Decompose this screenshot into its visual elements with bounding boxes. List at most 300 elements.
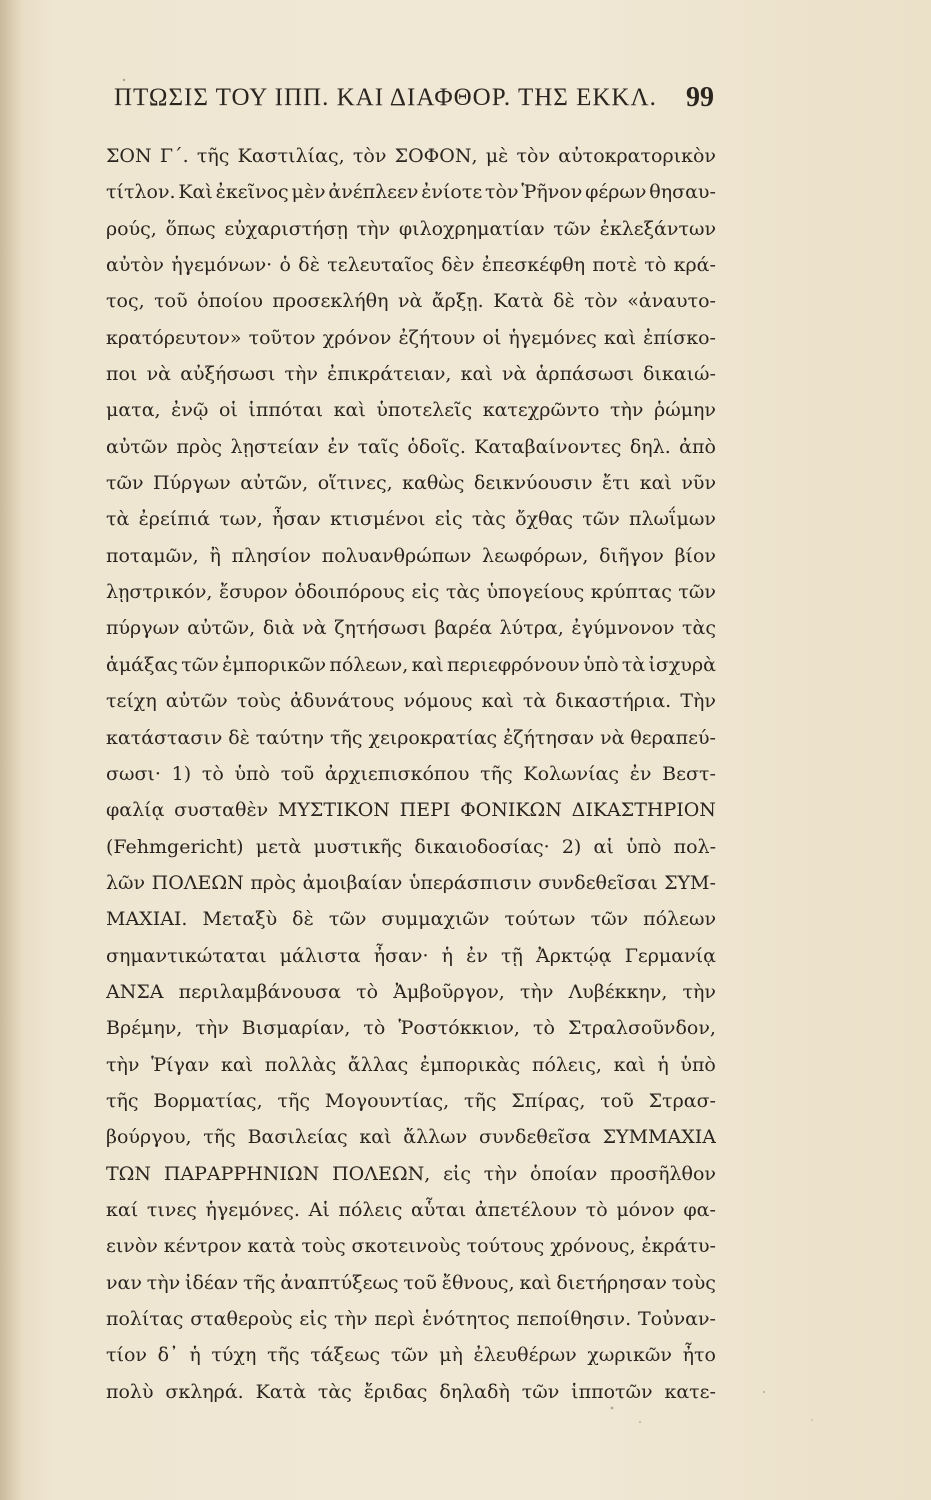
- word: Βεστ-: [662, 762, 716, 785]
- word: μετὰ: [255, 835, 302, 858]
- word: ἱππόται: [248, 399, 324, 422]
- word: τὸ: [363, 1017, 386, 1040]
- word: ΠΑΡΑΡΡΗΝΙΩΝ: [163, 1162, 320, 1185]
- word: χρόνον: [322, 326, 392, 349]
- word: αὐτῶν: [165, 690, 228, 713]
- word: ὑπὸ: [625, 835, 662, 858]
- text-line: [106, 538, 716, 574]
- running-head: ΠΤΩΣΙΣ ΤΟΥ ΙΠΠ. ΚΑΙ ΔΙΑΦΘΟΡ. ΤΗΣ ΕΚΚΛ.: [114, 84, 657, 111]
- word: δὲν: [441, 254, 475, 277]
- word: ἐνῷ: [171, 399, 209, 422]
- word: ἀνέπλεεν: [328, 181, 419, 204]
- text-line: [106, 574, 716, 610]
- text-line: [106, 247, 716, 283]
- word: ΔΙΚΑΣΤΗΡΙΟΝ: [571, 799, 716, 822]
- word: ἡ: [441, 944, 454, 967]
- word: ἀπὸ: [679, 435, 716, 458]
- word: ἄλλων: [403, 1126, 468, 1149]
- word: καί: [106, 1198, 139, 1221]
- word: Γ΄.: [159, 145, 189, 167]
- word: Κατὰ: [255, 1380, 306, 1403]
- word: δηλ.: [629, 435, 671, 458]
- word: ἁρπάσωσι: [535, 363, 634, 386]
- word: λύτρα,: [499, 617, 564, 640]
- word: εινὸν: [106, 1235, 158, 1258]
- word: τὴν: [284, 363, 318, 386]
- word: ῥώμην: [654, 399, 716, 422]
- word: τὸ: [644, 254, 667, 277]
- word: ποι: [106, 363, 138, 386]
- word: Γερμανίᾳ: [624, 944, 716, 967]
- word: ἐκράτυ-: [641, 1235, 716, 1258]
- word: τοὺς: [671, 1271, 716, 1294]
- text-line: [106, 429, 716, 465]
- text-line: [106, 1301, 716, 1337]
- word: διὰ: [262, 617, 295, 640]
- word: χρόνους,: [550, 1235, 636, 1258]
- word: αὐτῶν,: [187, 617, 256, 640]
- word: ταύτην: [255, 726, 325, 749]
- word: ὑπεράσπισιν: [408, 871, 532, 894]
- word: τὴν: [195, 1017, 229, 1040]
- word: μυστικῆς: [313, 835, 403, 858]
- word: ἡγεμόνες.: [205, 1198, 300, 1221]
- word: νόμους: [403, 690, 473, 713]
- word: δηλαδὴ: [439, 1380, 510, 1403]
- word: ΜΑΧΙΑΙ.: [106, 908, 188, 931]
- word: τοῦ: [403, 1271, 437, 1294]
- word: Ἀμβοῦργον,: [393, 980, 505, 1003]
- text-line: [106, 283, 716, 319]
- word: Βρέμην,: [106, 1017, 183, 1040]
- word: καὶ: [333, 399, 366, 422]
- word: μὲν: [291, 181, 326, 204]
- word: λῶν: [106, 871, 146, 894]
- word: Ῥοστόκκιον,: [398, 1017, 520, 1040]
- word: ἦτο: [682, 1344, 716, 1367]
- text-line: [106, 1156, 716, 1192]
- word: τὴν: [610, 399, 644, 422]
- word: τοὺς: [301, 1235, 346, 1258]
- word: χωρικῶν: [587, 1344, 672, 1367]
- word: σωσι·: [106, 762, 161, 785]
- word: δὲ: [292, 908, 314, 931]
- word: φιλοχρηματίαν: [398, 217, 545, 240]
- word: καὶ: [359, 1126, 392, 1149]
- word: ζητήσωσι: [334, 617, 427, 640]
- word: ΠΕΡΙ: [399, 799, 451, 822]
- word: φέρων: [585, 181, 647, 204]
- word: Καταβαίνοντες: [474, 435, 622, 458]
- word: καὶ: [603, 326, 637, 349]
- text-line: [106, 465, 716, 501]
- word: Ῥίγαν: [151, 1053, 210, 1076]
- word: Μεταξὺ: [202, 908, 278, 931]
- word: θεραπεύ-: [630, 726, 716, 749]
- text-line: [106, 610, 716, 646]
- text-line: [106, 1228, 716, 1264]
- word: νῦν: [681, 472, 716, 495]
- word: τὴν: [483, 1162, 518, 1185]
- word: τὰ: [522, 690, 547, 713]
- word: ἐνίοτε: [421, 181, 483, 204]
- word: ἐν: [466, 944, 488, 967]
- word: ἦσαν·: [373, 944, 429, 967]
- word: καὶ: [639, 472, 672, 495]
- text-line: [106, 756, 716, 792]
- word: σημαντικώταται: [106, 944, 267, 967]
- word: κρύπτας: [590, 581, 672, 604]
- gutter-shadow: [0, 0, 22, 1500]
- word: τὸ: [533, 1017, 555, 1040]
- word: σταθεροὺς: [190, 1308, 293, 1330]
- word: ΠΟΛΕΩΝ,: [332, 1162, 431, 1185]
- word: τὸν: [485, 181, 519, 204]
- word: τοῦ: [600, 1089, 634, 1112]
- word: πόλεων: [643, 908, 716, 931]
- word: τελευταῖος: [327, 254, 434, 277]
- word: δικαστήρια.: [555, 690, 672, 713]
- word: ὁ: [279, 254, 291, 277]
- word: ἐν: [629, 762, 652, 785]
- word: ΤΩΝ: [106, 1162, 152, 1185]
- word: πολ-: [673, 835, 716, 858]
- body-text: [106, 138, 716, 1410]
- word: κρατόρευτον»: [106, 326, 242, 349]
- word: πρὸς: [250, 871, 297, 894]
- word: καθὼς: [402, 472, 465, 495]
- word: πολὺ: [106, 1380, 154, 1403]
- page-number: 99: [686, 82, 714, 113]
- word: ἦσαν: [272, 508, 321, 531]
- word: ὑποτελεῖς: [376, 399, 473, 422]
- word: καὶ: [460, 363, 493, 386]
- word: μάλιστα: [279, 944, 361, 967]
- word: ἔσυρον: [218, 581, 288, 604]
- word: ὑπὸ: [680, 1053, 716, 1076]
- word: ὁποίου: [197, 290, 263, 313]
- word: τῶν: [582, 508, 620, 531]
- word: οἱ: [218, 399, 238, 422]
- word: τινες: [146, 1198, 197, 1221]
- word: μὲ: [485, 145, 509, 167]
- word: τῶν: [553, 217, 591, 240]
- word: ἀναπτύξεως: [280, 1271, 399, 1294]
- word: Κατὰ: [493, 290, 544, 313]
- word: τῆς: [267, 1344, 300, 1367]
- word: σκληρά.: [165, 1380, 244, 1403]
- word: τείχη: [106, 690, 157, 713]
- word: πύργων: [106, 617, 180, 640]
- word: οἵτινες,: [317, 472, 393, 495]
- word: τοῦτον: [248, 326, 316, 349]
- word: Μογουντίας,: [324, 1089, 450, 1112]
- word: ἔτι: [602, 472, 631, 495]
- word: ὑπογείους: [486, 581, 585, 604]
- word: ἔθνους,: [441, 1271, 515, 1294]
- word: καὶ: [519, 1271, 552, 1294]
- word: τῆς: [196, 145, 230, 167]
- word: βούργου,: [106, 1126, 192, 1149]
- word: ΦΟΝΙΚΩΝ: [460, 799, 562, 822]
- text-line: [106, 1337, 716, 1373]
- word: 2): [561, 835, 582, 858]
- word: χειροκρατίας: [368, 726, 498, 749]
- word: ἀπετέλουν: [474, 1198, 578, 1221]
- word: τὰ: [621, 653, 646, 676]
- word: περὶ: [374, 1308, 416, 1330]
- word: καὶ: [411, 653, 444, 676]
- word: ἱπποτῶν: [571, 1380, 653, 1403]
- text-line: [106, 174, 716, 210]
- word: οἱ: [482, 326, 502, 349]
- text-line: [106, 938, 716, 974]
- text-line: [106, 1083, 716, 1119]
- word: τὴν: [519, 980, 554, 1003]
- word: βίον: [674, 544, 716, 567]
- word: τούτους: [466, 1235, 545, 1258]
- word: ἐν: [327, 435, 350, 458]
- word: νὰ: [146, 363, 171, 386]
- word: τίτλον.: [106, 181, 176, 204]
- word: τὸν: [352, 145, 387, 167]
- word: τὴν: [334, 1308, 368, 1330]
- word: κατὰ: [247, 1235, 296, 1258]
- word: τὴν: [146, 1271, 181, 1294]
- word: ἐπίσκο-: [643, 326, 716, 349]
- word: κτισμένοι: [330, 508, 426, 531]
- word: τὴν: [356, 217, 391, 240]
- word: ἑνότητος: [422, 1308, 510, 1330]
- word: ἐζήτουν: [398, 326, 476, 349]
- word: δὲ: [298, 254, 320, 277]
- word: Τοὐναν-: [637, 1308, 716, 1330]
- word: πρὸς: [176, 435, 223, 458]
- word: ὅπως: [165, 217, 216, 240]
- word: τος,: [106, 290, 145, 313]
- text-line: [106, 974, 716, 1010]
- word: τίον: [106, 1344, 147, 1367]
- word: τὸν: [584, 290, 618, 313]
- word: πλησίον: [231, 544, 311, 567]
- word: αὐτῶν: [106, 435, 168, 458]
- text-line: [106, 792, 716, 828]
- word: ἰδέαν: [185, 1271, 239, 1294]
- word: Βασιλείας: [247, 1126, 348, 1149]
- word: τῆς: [106, 1089, 139, 1112]
- word: τὴν: [106, 1053, 140, 1076]
- word: θησαυ-: [649, 181, 716, 204]
- word: νὰ: [600, 726, 625, 749]
- word: εἰς: [443, 1162, 471, 1185]
- text-line: [106, 1374, 716, 1410]
- word: ἢ: [209, 544, 221, 567]
- word: ἡ: [189, 1344, 201, 1367]
- word: συνδεθεῖσαι: [538, 871, 658, 894]
- word: δεικνύουσιν: [473, 472, 593, 495]
- word: τὰς: [471, 508, 506, 531]
- text-line: [106, 901, 716, 937]
- word: κατεχρῶντο: [482, 399, 600, 422]
- text-line: [106, 138, 716, 174]
- text-line: [106, 392, 716, 428]
- text-line: [106, 356, 716, 392]
- word: καὶ: [220, 1053, 254, 1076]
- word: καὶ: [613, 1053, 646, 1076]
- text-line: [106, 1119, 716, 1155]
- word: ἀδυνάτους: [290, 690, 395, 713]
- word: αὐτὸν: [106, 254, 164, 277]
- word: εὐχαριστήσῃ: [224, 217, 348, 240]
- word: ὑπὸ: [234, 762, 270, 785]
- word: συσταθὲν: [174, 799, 269, 822]
- text-line: [106, 1047, 716, 1083]
- word: δικαιοδοσίας·: [414, 835, 550, 858]
- word: τὰς: [682, 617, 716, 640]
- word: τῆς: [203, 1126, 236, 1149]
- word: ποτὲ: [592, 254, 638, 277]
- word: ὁδοιπόρους: [294, 581, 405, 604]
- text-line: [106, 829, 716, 865]
- word: τύχη: [211, 1344, 257, 1367]
- word: Πύργων: [153, 472, 231, 495]
- word: ἐμπορικὰς: [419, 1053, 521, 1076]
- word: τοῦ: [154, 290, 188, 313]
- word: πόλεων,: [329, 653, 409, 676]
- word: ἀρχιεπισκόπου: [324, 762, 470, 785]
- word: ἐγύμνονον: [571, 617, 675, 640]
- word: βαρέα: [434, 617, 492, 640]
- word: κατε-: [664, 1380, 716, 1403]
- word: ἰσχυρὰ: [648, 653, 716, 676]
- word: ΣΟΦΟΝ,: [394, 145, 478, 167]
- word: τὸν: [516, 145, 551, 167]
- word: φα-: [683, 1198, 716, 1221]
- word: ἐκλεξάντων: [599, 217, 716, 240]
- word: τὰς: [445, 581, 480, 604]
- word: νὰ: [397, 290, 423, 313]
- word: «ἀναυτο-: [627, 290, 716, 313]
- word: πολίτας: [106, 1308, 184, 1330]
- word: τῶν: [106, 472, 144, 495]
- word: ἐρείπιά: [138, 508, 211, 531]
- word: διῆγον: [599, 544, 664, 567]
- word: πολλὰς: [264, 1053, 337, 1076]
- word: συμμαχιῶν: [381, 908, 490, 931]
- word: ἐκεῖνος: [215, 181, 289, 204]
- word: πόλεις,: [531, 1053, 602, 1076]
- text-line: [106, 1265, 716, 1301]
- word: (Fehmgericht): [106, 835, 244, 858]
- word: πλωΐμων: [629, 508, 716, 531]
- word: Καὶ: [178, 181, 213, 204]
- word: τῆς: [243, 1271, 276, 1294]
- word: ἔριδας: [363, 1380, 428, 1403]
- word: ἡγεμόνων·: [171, 254, 273, 277]
- word: διετήρησαν: [556, 1271, 667, 1294]
- word: σκοτεινοὺς: [351, 1235, 461, 1258]
- word: Λυβέκκην,: [568, 980, 668, 1003]
- word: τούτων: [504, 908, 576, 931]
- word: περιεφρόνουν: [447, 653, 580, 676]
- word: περιλαμβάνουσα: [178, 980, 341, 1003]
- word: αὐξήσωσι: [180, 363, 276, 386]
- word: δ᾽: [157, 1344, 179, 1367]
- word: τάξεως: [310, 1344, 381, 1367]
- word: ἁμάξας: [106, 653, 178, 676]
- word: μὴ: [439, 1344, 463, 1367]
- word: ἄλλας: [347, 1053, 409, 1076]
- word: αὗται: [411, 1198, 467, 1221]
- word: λῃστρικόν,: [106, 581, 213, 604]
- text-line: [106, 647, 716, 683]
- word: τῆς: [330, 726, 363, 749]
- word: Στρασ-: [648, 1089, 716, 1112]
- word: αἱ: [593, 835, 614, 858]
- word: τῶν: [328, 908, 367, 931]
- word: δικαιώ-: [642, 363, 716, 386]
- word: ΠΟΛΕΩΝ: [151, 871, 244, 894]
- word: λεωφόρων,: [482, 544, 589, 567]
- word: των,: [219, 508, 263, 531]
- word: τῆς: [277, 1089, 311, 1112]
- word: Τὴν: [680, 690, 716, 713]
- word: τὸ: [585, 1198, 608, 1221]
- word: τῶν: [181, 653, 219, 676]
- word: πόλεις: [338, 1198, 403, 1221]
- word: ἐμπορικῶν: [222, 653, 327, 676]
- word: τῇ: [501, 944, 523, 967]
- word: νὰ: [302, 617, 327, 640]
- word: Κολωνίας: [523, 762, 620, 785]
- word: 1): [171, 762, 192, 785]
- word: ἐζήτησαν: [503, 726, 595, 749]
- word: ματα,: [106, 399, 161, 422]
- word: ΣΥΜΜΑΧΙΑ: [602, 1126, 716, 1149]
- word: ρούς,: [106, 217, 157, 240]
- text-line: [106, 1010, 716, 1046]
- word: καὶ: [481, 690, 514, 713]
- word: δὲ: [553, 290, 575, 313]
- word: τὸ: [356, 980, 379, 1003]
- word: τῶν: [521, 1380, 560, 1403]
- page-header: [114, 84, 714, 120]
- text-line: [106, 865, 716, 901]
- word: ΣΟΝ: [106, 145, 152, 167]
- text-line: [106, 720, 716, 756]
- word: ἐπικράτειαν,: [327, 363, 452, 386]
- word: εἰς: [299, 1308, 328, 1330]
- word: αὐτῶν,: [240, 472, 309, 495]
- word: δὲ: [228, 726, 250, 749]
- word: Ἀρκτῴᾳ: [536, 944, 612, 967]
- word: ὁδοῖς.: [407, 435, 466, 458]
- word: ἐπεσκέφθη: [481, 254, 586, 277]
- word: ἐλευθέρων: [473, 1344, 577, 1367]
- word: προσῆλθον: [610, 1162, 716, 1185]
- word: φαλίᾳ: [106, 799, 165, 822]
- word: τῶν: [590, 908, 629, 931]
- word: μόνον: [616, 1198, 675, 1221]
- word: ἡ: [657, 1053, 669, 1076]
- word: ὁποίαν: [530, 1162, 598, 1185]
- word: κρά-: [673, 254, 716, 277]
- word: Βισμαρίαν,: [241, 1017, 351, 1040]
- word: ἄρξῃ.: [431, 290, 484, 313]
- word: τοῦ: [280, 762, 315, 785]
- word: πεποίθησιν.: [516, 1308, 632, 1330]
- word: ναν: [106, 1271, 142, 1294]
